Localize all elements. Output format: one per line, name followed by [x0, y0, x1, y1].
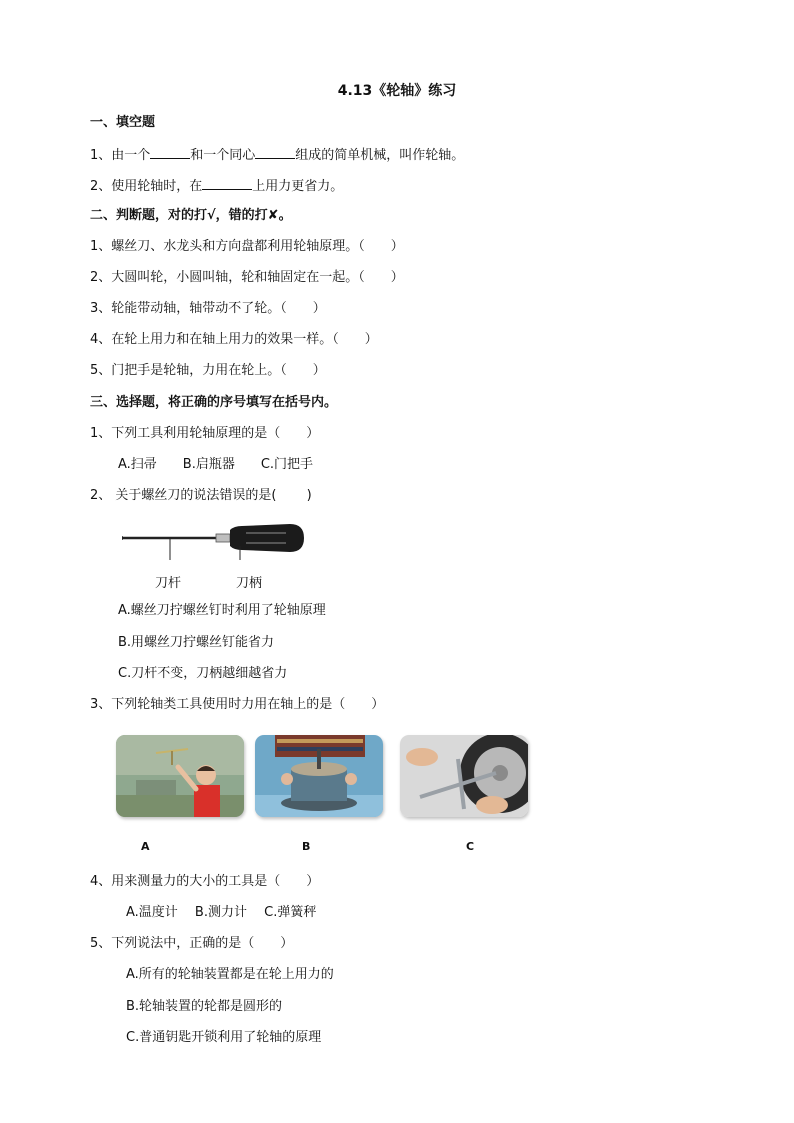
section-3-heading: 三、选择题，将正确的序号填写在括号内。 [90, 395, 338, 410]
fill-blank-1[interactable] [150, 145, 190, 159]
fill-q1-part-b: 和一个同心 [190, 148, 256, 163]
screwdriver-figure [118, 516, 318, 590]
judge-item-4: 4、在轮上用力和在轴上用力的效果一样。（ ） [90, 332, 378, 347]
choice-q4-options: A.温度计 B.测力计 C.弹簧秤 [126, 905, 317, 920]
screwdriver-ferrule [216, 534, 230, 542]
judge-item-2: 2、大圆叫轮，小圆叫轴，轮和轴固定在一起。（ ） [90, 270, 404, 285]
section-2-heading: 二、判断题，对的打√，错的打✘。 [90, 208, 292, 223]
photo-a-child-with-toy [116, 735, 244, 817]
fill-question-1 [90, 145, 464, 165]
shaft-label: 刀杆 [155, 576, 182, 591]
fill-q2-part-a: 2、使用轮轴时，在 [90, 179, 203, 194]
handle-label: 刀柄 [236, 576, 263, 591]
choice-q5-option-a: A.所有的轮轴装置都是在轮上用力的 [126, 967, 334, 982]
photo-b-label: B [302, 840, 311, 853]
fill-blank-2[interactable] [255, 145, 295, 159]
fill-q2-part-b: 上用力更省力。 [252, 179, 344, 194]
fill-question-2 [90, 176, 343, 196]
choice-q1-options: A.扫帚 B.启瓶器 C.门把手 [118, 457, 314, 472]
choice-q5-option-c: C.普通钥匙开锁利用了轮轴的原理 [126, 1030, 322, 1045]
choice-q2-option-b: B.用螺丝刀拧螺丝钉能省力 [118, 635, 275, 650]
choice-q2-option-a: A.螺丝刀拧螺丝钉时利用了轮轴原理 [118, 603, 326, 618]
photo-c-label: C [466, 840, 475, 853]
choice-q4-stem: 4、用来测量力的大小的工具是（ ） [90, 874, 320, 889]
fill-blank-3[interactable] [202, 176, 252, 190]
choice-q1-stem: 1、下列工具利用轮轴原理的是（ ） [90, 426, 320, 441]
photo-c-lug-wrench [400, 735, 528, 817]
page-title: 4.13《轮轴》练习 [337, 83, 457, 99]
judge-item-5: 5、门把手是轮轴，力用在轮上。（ ） [90, 363, 326, 378]
choice-q2-option-c: C.刀杆不变，刀柄越细越省力 [118, 666, 288, 681]
screwdriver-tip [122, 536, 126, 540]
screwdriver-handle [230, 524, 304, 552]
fill-q1-part-c: 组成的简单机械，叫作轮轴。 [295, 148, 465, 163]
choice-q5-option-b: B.轮轴装置的轮都是圆形的 [126, 999, 283, 1014]
fill-q1-part-a: 1、由一个 [90, 148, 151, 163]
choice-q3-stem: 3、下列轮轴类工具使用时力用在轴上的是（ ） [90, 697, 385, 712]
photo-a-label: A [141, 840, 150, 853]
photo-b-hand-grinder [255, 735, 383, 817]
choice-q5-stem: 5、下列说法中，正确的是（ ） [90, 936, 294, 951]
judge-item-3: 3、轮能带动轴，轴带动不了轮。（ ） [90, 301, 326, 316]
section-1-heading: 一、填空题 [90, 115, 156, 130]
choice-q2-stem: 2、 关于螺丝刀的说法错误的是( ) [90, 488, 312, 503]
judge-item-1: 1、螺丝刀、水龙头和方向盘都利用轮轴原理。（ ） [90, 239, 404, 254]
